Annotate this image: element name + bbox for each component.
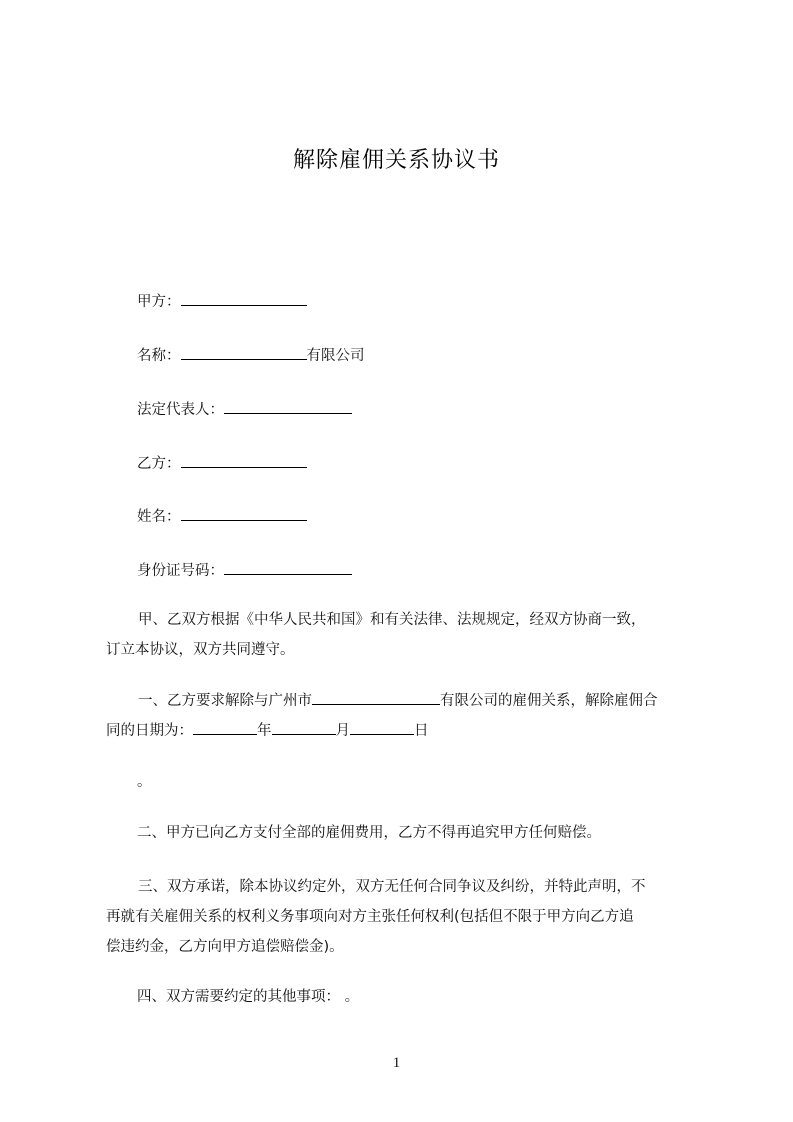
intro-paragraph [106, 605, 706, 665]
id-number-blank[interactable] [224, 557, 352, 575]
full-name-label: 姓名： [137, 509, 181, 525]
day-label: 日 [414, 723, 429, 739]
party-a-blank[interactable] [181, 288, 307, 306]
day-blank[interactable] [350, 717, 414, 735]
party-b-label: 乙方： [137, 456, 181, 472]
year-label: 年 [257, 723, 272, 739]
clause-2: 二、甲方已向乙方支付全部的雇佣费用，乙方不得再追究甲方任何赔偿。 [137, 825, 601, 841]
clause-4: 四、双方需要约定的其他事项： 。 [137, 989, 360, 1005]
company-suffix: 有限公司 [306, 348, 365, 364]
party-a-line [137, 288, 307, 314]
legal-rep-blank[interactable] [224, 396, 352, 414]
party-b-blank[interactable] [181, 450, 307, 468]
id-number-label: 身份证号码： [137, 563, 224, 579]
intro-line-2: 订立本协议，双方共同遵守。 [106, 642, 295, 658]
full-name-line [137, 503, 307, 529]
company-name-line [137, 342, 365, 368]
clause-1 [106, 686, 706, 746]
month-label: 月 [335, 723, 350, 739]
document-title: 解除雇佣关系协议书 [292, 148, 500, 173]
clause-1-part-1: 一、乙方要求解除与广州市 [138, 693, 312, 709]
clause-3-line-2: 再就有关雇佣关系的权利义务事项向对方主张任何权利(包括但不限于甲方向乙方追 [106, 909, 634, 925]
clause-1-end: 。 [137, 774, 152, 790]
city-company-blank[interactable] [312, 687, 440, 705]
clause-3-line-3: 偿违约金，乙方向甲方追偿赔偿金)。 [106, 939, 344, 955]
date-prefix: 同的日期为： [106, 723, 193, 739]
clause-1-line-2 [106, 716, 706, 746]
clause-1-part-2: 有限公司的雇佣关系，解除雇佣合 [440, 693, 658, 709]
id-number-line [137, 557, 352, 583]
full-name-blank[interactable] [181, 503, 307, 521]
legal-rep-label: 法定代表人： [137, 402, 224, 418]
clause-1-line-1 [106, 686, 706, 716]
company-name-blank[interactable] [181, 342, 307, 360]
party-a-label: 甲方： [137, 294, 181, 310]
year-blank[interactable] [193, 717, 257, 735]
clause-3-line-1: 三、双方承诺，除本协议约定外，双方无任何合同争议及纠纷，并特此声明，不 [138, 879, 646, 895]
name-label: 名称： [137, 348, 181, 364]
month-blank[interactable] [272, 717, 336, 735]
page-number: 1 [392, 1055, 401, 1071]
intro-line-1: 甲、乙双方根据《中华人民共和国》和有关法律、法规规定，经双方协商一致， [138, 612, 646, 628]
party-b-line [137, 450, 307, 476]
legal-rep-line [137, 396, 352, 422]
clause-3 [106, 872, 706, 962]
